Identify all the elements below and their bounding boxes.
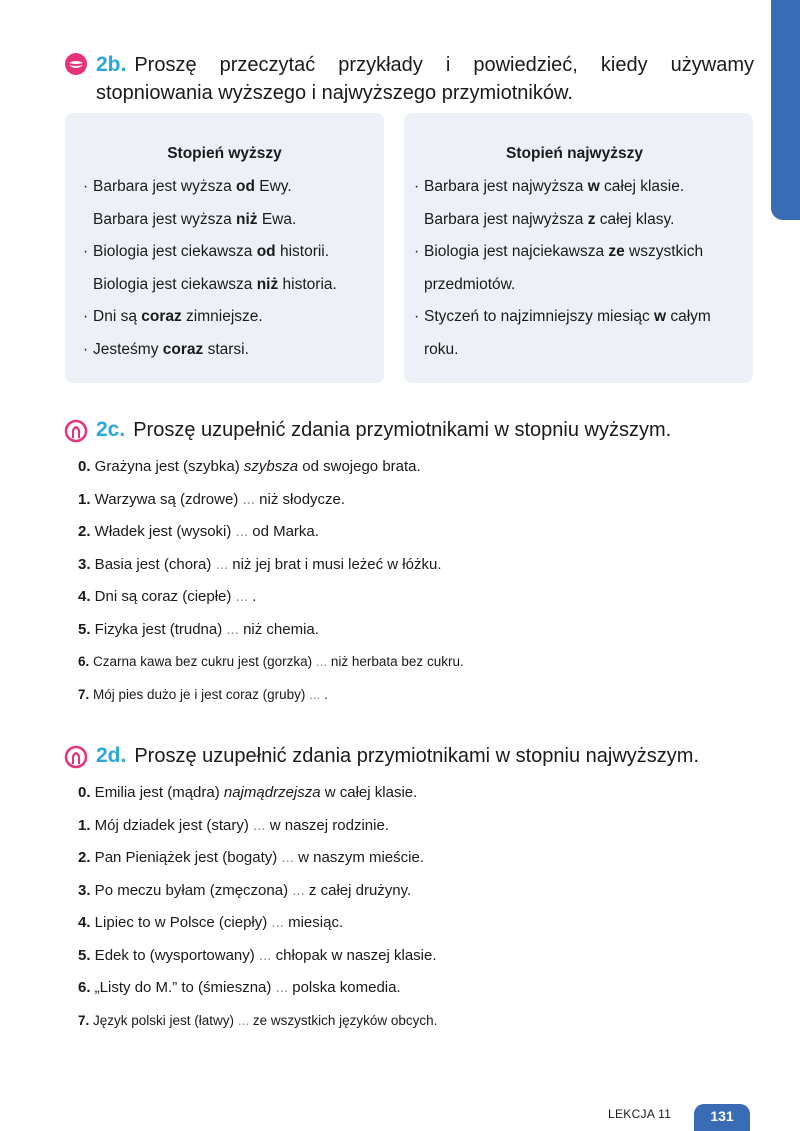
item-number: 2.: [78, 523, 91, 540]
answer-blank[interactable]: ...: [275, 979, 289, 996]
exercise-number: 2c.: [96, 418, 126, 441]
lesson-label: LEKCJA 11: [608, 1107, 672, 1121]
exercise-2c-list: [78, 455, 768, 715]
item-number: 3.: [78, 555, 91, 573]
keyword: od: [236, 178, 255, 195]
box-title: Stopień wyższy: [167, 145, 282, 162]
bullet-mark: ·: [83, 308, 89, 325]
keyword: z: [587, 210, 596, 228]
sentence-end: miesiąc.: [283, 914, 344, 931]
exercise-sentence: [78, 976, 768, 1009]
exercise-2d-header: [64, 741, 699, 771]
page-number: 131: [694, 1104, 750, 1131]
exercise-number: 2d.: [96, 744, 127, 767]
exercise-sentence: [78, 944, 768, 977]
exercise-sentence: [78, 911, 768, 944]
bullet-mark: ·: [414, 178, 420, 195]
sentence-start: Język polski jest (łatwy): [89, 1012, 238, 1028]
exercise-sentence: [78, 1009, 768, 1042]
answer-blank[interactable]: ...: [315, 654, 328, 669]
answer-blank[interactable]: ...: [253, 816, 266, 834]
item-number: 3.: [78, 881, 91, 899]
keyword: w: [654, 308, 667, 325]
answer-blank[interactable]: ...: [242, 490, 256, 508]
sentence-start: Dni są coraz (ciepłe): [90, 588, 236, 605]
sentence-end: niż chemia.: [238, 620, 319, 638]
answer-blank[interactable]: ...: [215, 555, 229, 573]
exercise-sentence: [78, 683, 768, 716]
sentence-start: Grażyna jest (szybka): [90, 458, 244, 475]
text-part: Ewy. Barbara jest wyższa: [93, 178, 292, 228]
item-number: 6.: [78, 654, 90, 669]
example-item: [83, 334, 384, 367]
bullet-mark: ·: [414, 308, 420, 325]
example-answer: najmądrzejsza: [223, 784, 321, 801]
instruction-text: Proszę przeczytać przykłady i powiedzieć, kiedy używamy stopniowania wyższego i najwyższego przymiotników.: [96, 54, 754, 104]
keyword: od: [256, 243, 276, 260]
item-number: 1.: [78, 490, 91, 508]
sentence-end: od swojego brata.: [298, 458, 421, 475]
keyword: niż: [236, 210, 258, 228]
sentence-end: .: [248, 588, 257, 605]
box-title: Stopień najwyższy: [506, 145, 643, 162]
exercise-sentence: [78, 585, 768, 618]
text-part: Styczeń to najzimniejszy miesiąc: [424, 308, 654, 325]
sentence-end: niż słodycze.: [255, 490, 346, 508]
exercise-sentence: [78, 781, 768, 814]
sentence-end: .: [320, 686, 328, 702]
text-part: starsi.: [203, 340, 249, 358]
exercise-sentence: [78, 814, 768, 847]
exercise-sentence: [78, 650, 768, 683]
example-text: [93, 334, 249, 367]
exercise-sentence: [78, 488, 768, 521]
text-part: Jesteśmy: [93, 340, 163, 358]
sentence-end: chłopak w naszej klasie.: [271, 946, 437, 964]
sentence-start: Warzywa są (zdrowe): [90, 490, 243, 508]
example-item: [414, 236, 753, 301]
item-number: 0.: [78, 458, 91, 475]
item-number: 4.: [78, 588, 91, 605]
text-part: Barbara jest wyższa: [93, 178, 236, 195]
bullet-mark: ·: [83, 340, 89, 358]
answer-blank[interactable]: ...: [271, 914, 284, 931]
text-part: Dni są: [93, 308, 142, 325]
instruction-text: Proszę uzupełnić zdania przymiotnikami w stopniu wyższym.: [133, 419, 672, 441]
sentence-start: Lipiec to w Polsce (ciepły): [90, 914, 272, 931]
sentence-start: Emilia jest (mądra): [90, 784, 224, 801]
text-part: Biologia jest ciekawsza: [93, 243, 257, 260]
exercise-2b-header: [64, 48, 754, 106]
example-text: [93, 301, 263, 334]
bullet-mark: ·: [83, 243, 89, 260]
text-part: wszystkich przedmiotów.: [424, 243, 704, 293]
instruction-text: Proszę uzupełnić zdania przymiotnikami w stopniu najwyższym.: [134, 745, 700, 767]
sentence-end: od Marka.: [248, 523, 319, 540]
sentence-end: w naszej rodzinie.: [265, 816, 389, 834]
superlative-examples-box: [404, 113, 753, 383]
sentence-end: w naszym mieście.: [293, 849, 424, 866]
pencil-writing-icon: [64, 419, 88, 443]
text-part: zimniejsze.: [181, 308, 263, 325]
example-text: [424, 301, 711, 366]
text-part: historia.: [278, 275, 337, 293]
example-text: [424, 171, 684, 236]
exercise-2d-list: [78, 781, 768, 1041]
item-number: 7.: [78, 1012, 90, 1028]
answer-blank[interactable]: ...: [226, 620, 239, 638]
answer-blank[interactable]: ...: [309, 686, 321, 702]
example-item: [414, 171, 753, 236]
answer-blank[interactable]: ...: [258, 946, 272, 964]
answer-blank[interactable]: ...: [237, 1012, 250, 1028]
sentence-start: Władek jest (wysoki): [90, 523, 236, 540]
answer-blank[interactable]: ...: [235, 523, 249, 540]
exercise-sentence: [78, 846, 768, 879]
answer-blank[interactable]: ...: [235, 588, 249, 605]
example-answer: szybsza: [243, 458, 299, 475]
text-part: całym roku.: [424, 308, 711, 358]
exercise-sentence: [78, 553, 768, 586]
keyword: niż: [256, 275, 279, 293]
sentence-start: „Listy do M.” to (śmieszna): [90, 979, 276, 996]
bullet-mark: ·: [83, 178, 89, 195]
text-part: całej klasy.: [595, 210, 675, 228]
example-text: [93, 236, 337, 301]
keyword: coraz: [162, 340, 204, 358]
answer-blank[interactable]: ...: [281, 849, 294, 866]
example-text: [93, 171, 296, 236]
keyword: w: [587, 178, 600, 195]
bullet-mark: ·: [414, 243, 420, 260]
example-item: [83, 236, 384, 301]
comparative-examples-box: [65, 113, 384, 383]
exercise-number: 2b.: [96, 53, 127, 76]
item-number: 5.: [78, 946, 91, 964]
sentence-start: Czarna kawa bez cukru jest (gorzka): [89, 654, 316, 669]
exercise-sentence: [78, 520, 768, 553]
sentence-end: w całej klasie.: [320, 784, 418, 801]
chapter-side-tab: [771, 0, 800, 220]
sentence-start: Fizyka jest (trudna): [90, 620, 227, 638]
exercise-2b-instruction: [96, 50, 754, 106]
exercise-sentence: [78, 879, 768, 912]
sentence-start: Po meczu byłam (zmęczona): [90, 881, 293, 899]
item-number: 7.: [78, 686, 90, 702]
item-number: 5.: [78, 620, 91, 638]
example-item: [414, 301, 753, 366]
sentence-end: ze wszystkich języków obcych.: [249, 1012, 438, 1028]
item-number: 4.: [78, 914, 91, 931]
exercise-sentence: [78, 455, 768, 488]
text-part: Barbara jest najwyższa: [424, 178, 588, 195]
sentence-end: niż jej brat i musi leżeć w łóżku.: [228, 555, 442, 573]
keyword: coraz: [141, 308, 182, 325]
speaking-mouth-icon: [64, 52, 88, 76]
example-item: [83, 301, 384, 334]
pencil-writing-icon: [64, 745, 88, 769]
text-part: całej klasie. Barbara jest najwyższa: [424, 178, 685, 228]
sentence-start: Mój pies dużo je i jest coraz (gruby): [89, 686, 310, 702]
example-text: [424, 236, 703, 301]
sentence-start: Basia jest (chora): [90, 555, 216, 573]
text-part: Biologia jest najciekawsza: [424, 243, 609, 260]
sentence-start: Pan Pieniążek jest (bogaty): [90, 849, 282, 866]
example-item: [83, 171, 384, 236]
sentence-end: z całej drużyny.: [304, 881, 412, 899]
exercise-sentence: [78, 618, 768, 651]
sentence-end: polska komedia.: [288, 979, 401, 996]
exercise-2c-header: [64, 415, 671, 445]
item-number: 6.: [78, 979, 91, 996]
sentence-end: niż herbata bez cukru.: [327, 654, 464, 669]
item-number: 0.: [78, 784, 91, 801]
sentence-start: Edek to (wysportowany): [90, 946, 259, 964]
text-part: historii. Biologia jest ciekawsza: [93, 243, 330, 293]
answer-blank[interactable]: ...: [292, 881, 305, 899]
text-part: Ewa.: [257, 210, 297, 228]
sentence-start: Mój dziadek jest (stary): [90, 816, 254, 834]
item-number: 2.: [78, 849, 91, 866]
keyword: ze: [608, 243, 625, 260]
item-number: 1.: [78, 816, 91, 834]
